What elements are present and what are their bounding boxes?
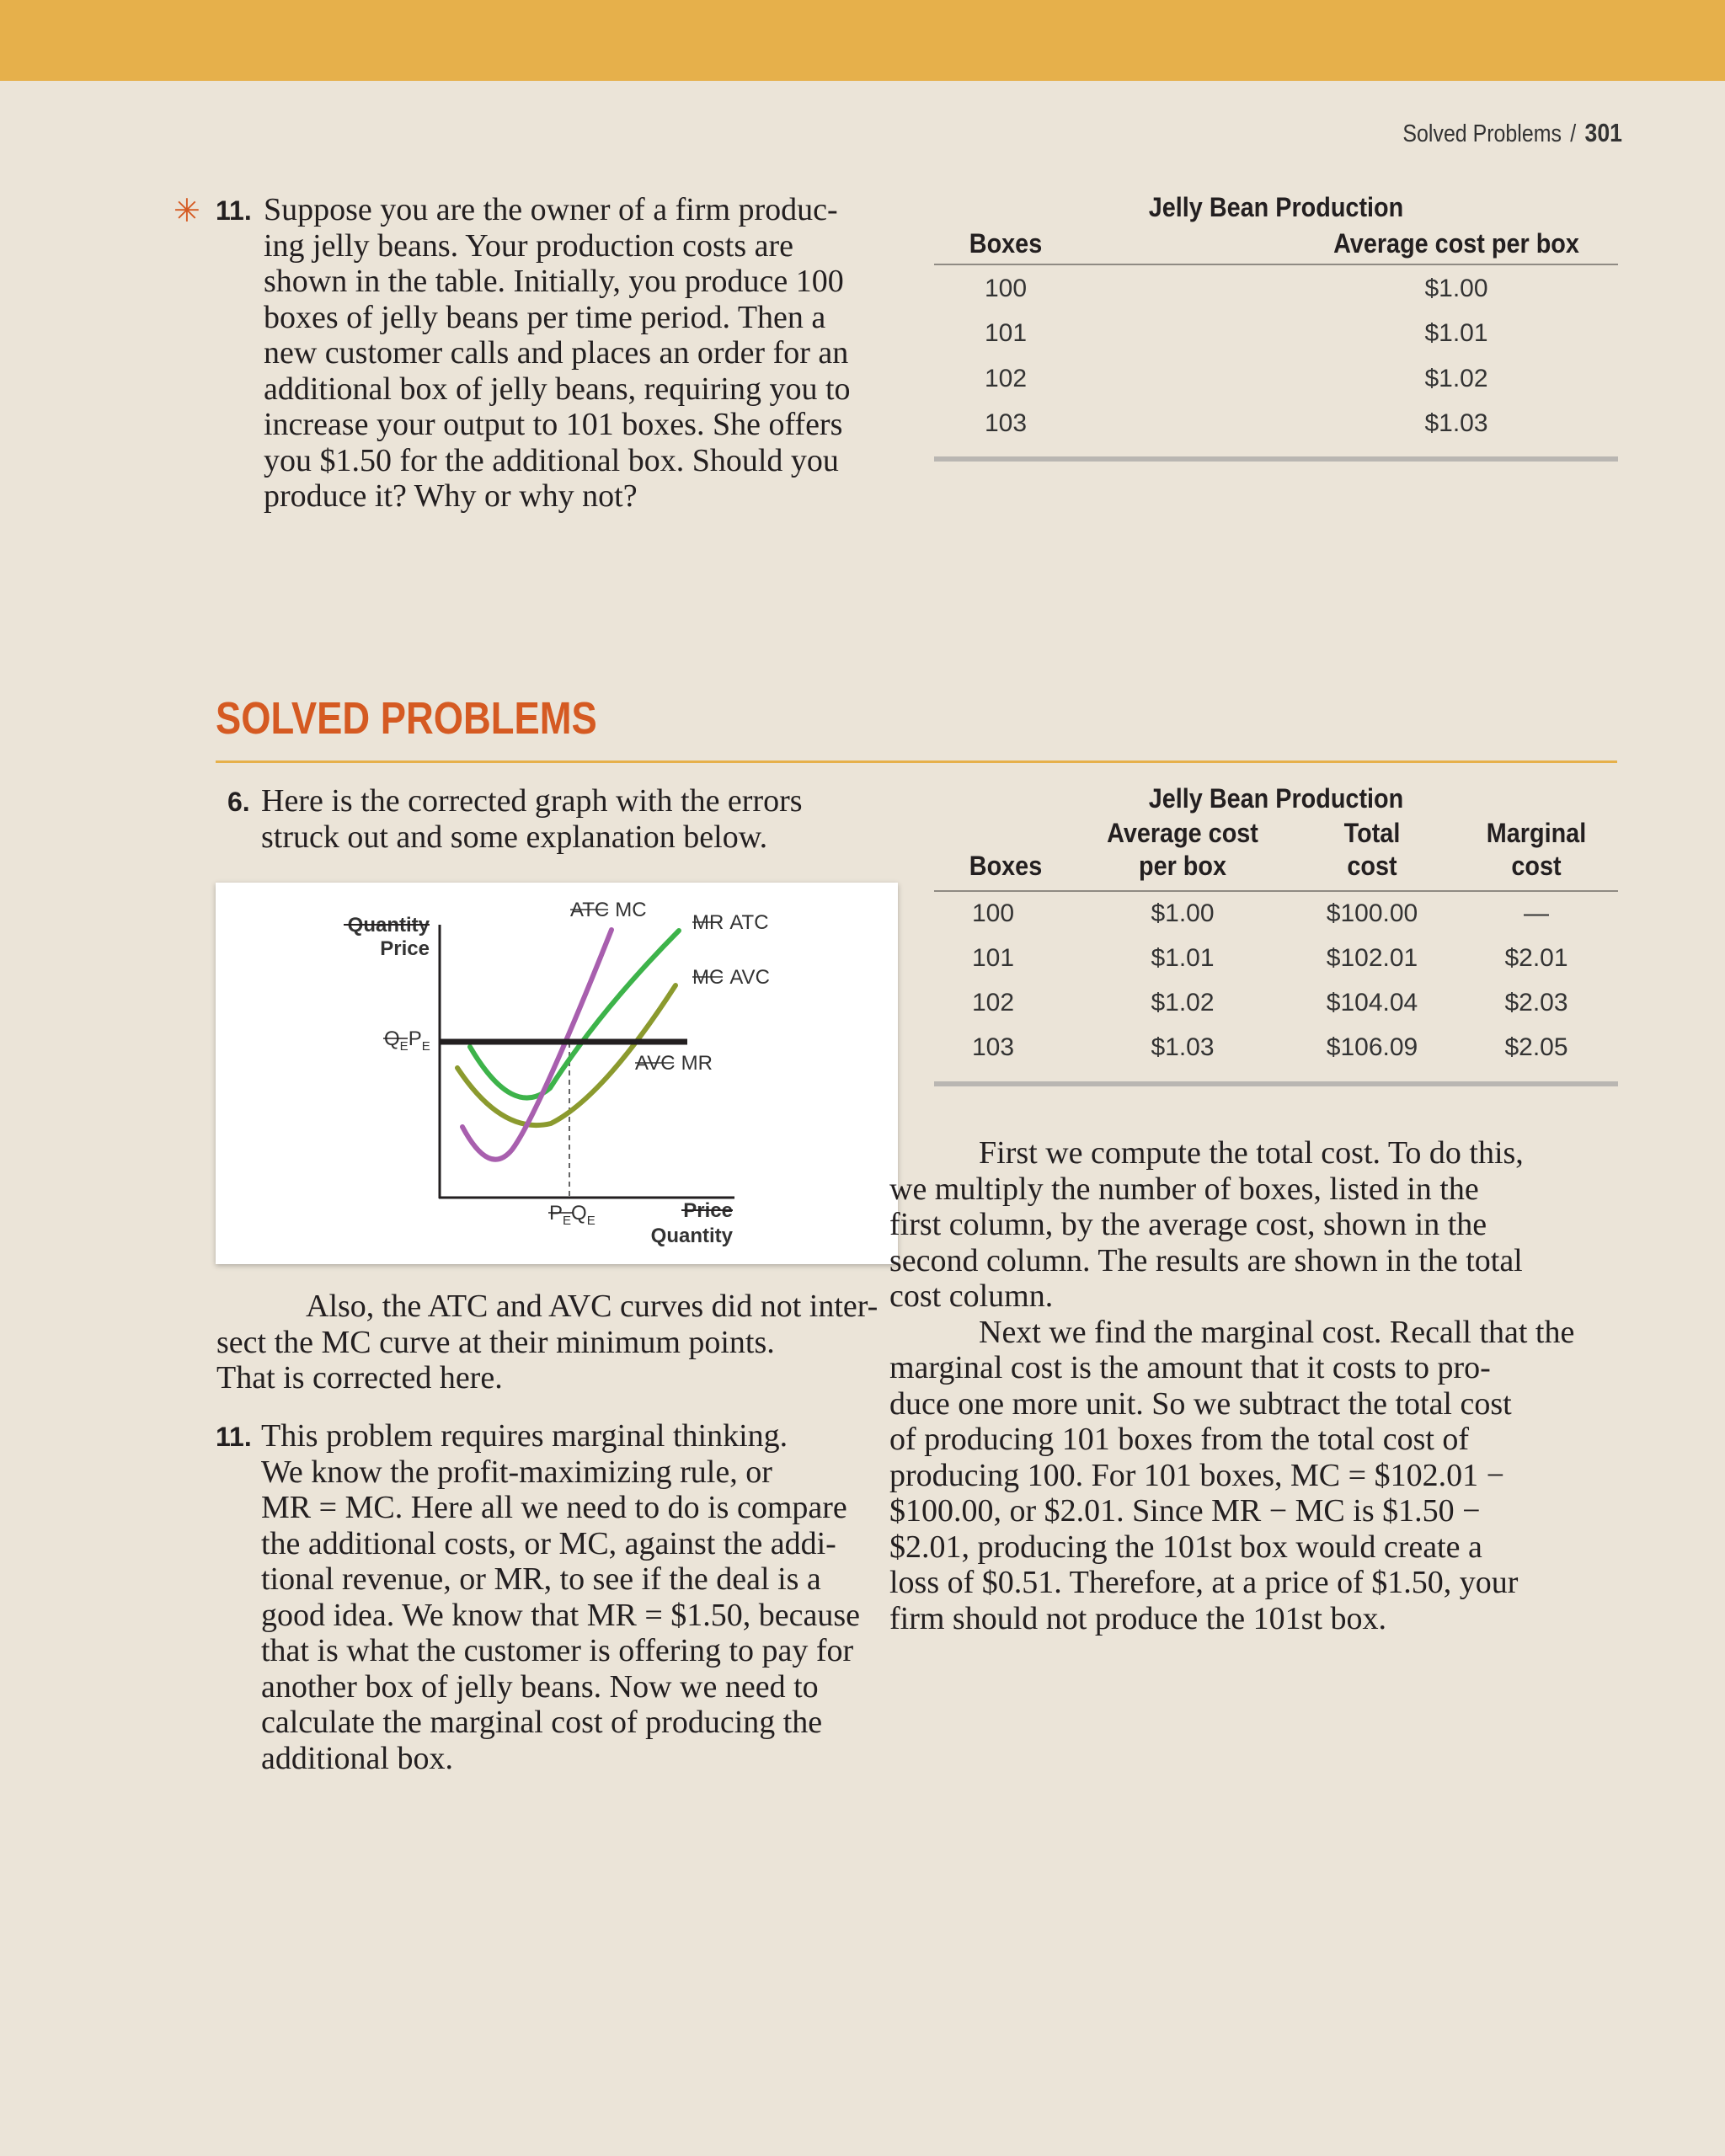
text-line: you $1.50 for the additional box. Should you <box>264 442 839 478</box>
table-cell: $1.00 <box>1151 899 1215 927</box>
header-rule <box>934 890 1618 892</box>
table-bottom-rule <box>934 456 1618 462</box>
text-line: additional box. <box>261 1740 453 1776</box>
text-line: produce it? Why or why not? <box>264 478 638 514</box>
text-line: MR = MC. Here all we need to do is compare <box>261 1490 847 1525</box>
curve-label: MC <box>615 899 647 921</box>
y-axis-struck-label: Quantity <box>347 914 430 937</box>
text-line: second column. The results are shown in the total <box>889 1242 1523 1278</box>
text-line: shown in the table. Initially, you produce 100 <box>264 264 844 299</box>
running-head <box>1402 118 1622 148</box>
problem-number: 11. <box>216 195 252 226</box>
text-line: Here is the corrected graph with the errors <box>261 783 803 819</box>
x-axis-struck-label: Price <box>683 1199 733 1222</box>
table-cell: $104.04 <box>1326 989 1418 1017</box>
text-line: duce one more unit. So we subtract the total cost <box>889 1385 1512 1422</box>
table-cell: $1.01 <box>1151 944 1215 972</box>
header-line: per box <box>1138 851 1227 881</box>
text-line: that is what the customer is offering to pay for <box>261 1633 854 1668</box>
header-line: Total <box>1343 818 1401 848</box>
struck-label: MC <box>692 966 724 989</box>
column-header: Boxes <box>969 228 1043 259</box>
solved-6-text <box>261 783 901 855</box>
table-cell: $1.02 <box>1151 989 1215 1017</box>
table-cell: 100 <box>984 275 1028 302</box>
solved-11-text <box>261 1418 910 1776</box>
table-bottom-rule <box>934 1081 1618 1086</box>
table-cell: $1.00 <box>1424 275 1488 302</box>
text-line: calculate the marginal cost of producing the <box>261 1705 823 1740</box>
table-cell: $1.01 <box>1424 319 1488 347</box>
y-marker-sub: E <box>421 1039 430 1054</box>
section-rule <box>216 760 1617 763</box>
text-line: increase your output to 101 boxes. She offers <box>264 407 843 442</box>
struck-label: MR <box>692 911 724 934</box>
section-heading: SOLVED PROBLEMS <box>216 693 597 744</box>
graph-svg <box>216 883 898 1264</box>
header-line: Average cost <box>1107 818 1258 848</box>
column-header: Average cost per box <box>1333 228 1579 259</box>
text-line: Also, the ATC and AVC curves did not inter- <box>306 1289 879 1324</box>
struck-label: ATC <box>570 899 610 921</box>
problem-11-text <box>264 192 904 515</box>
x-marker <box>549 1202 595 1228</box>
header-rule <box>934 264 1618 265</box>
cost-table-2 <box>934 783 1618 1091</box>
table-caption: Jelly Bean Production <box>1148 783 1404 814</box>
table-cell: 101 <box>971 944 1015 972</box>
y-marker-value: P <box>408 1027 422 1050</box>
column-header <box>1296 817 1448 883</box>
table-cell: 100 <box>971 899 1015 927</box>
page-number: 301 <box>1584 118 1622 147</box>
text-line: good idea. We know that MR = $1.50, because <box>261 1597 861 1633</box>
header-line: cost <box>1347 851 1397 881</box>
curve-label: AVC <box>729 966 770 989</box>
text-line: $2.01, producing the 101st box would create a <box>889 1529 1482 1565</box>
text-line: Next we find the marginal cost. Recall that the <box>979 1314 1575 1350</box>
struck-label: AVC <box>635 1052 676 1075</box>
text-line: This problem requires marginal thinking. <box>261 1418 788 1454</box>
curve-label: MR <box>681 1052 713 1075</box>
table-cell: $1.03 <box>1424 409 1488 437</box>
running-separator: / <box>1570 120 1577 147</box>
problem-number: 6. <box>227 787 250 817</box>
text-line: sect the MC curve at their minimum points. <box>216 1324 775 1360</box>
text-line: First we compute the total cost. To do this, <box>979 1135 1524 1171</box>
cost-curves-graph <box>216 883 898 1264</box>
column-header: Boxes <box>969 851 1043 881</box>
table-cell: $100.00 <box>1326 899 1418 927</box>
text-line: Suppose you are the owner of a firm produc- <box>264 192 838 227</box>
text-line: first column, by the average cost, shown in the <box>889 1207 1487 1242</box>
text-line: producing 100. For 101 boxes, MC = $102.01 − <box>889 1457 1505 1493</box>
header-line: cost <box>1511 851 1562 881</box>
text-line: we multiply the number of boxes, listed in the <box>889 1171 1479 1207</box>
table-cell: $1.02 <box>1424 365 1488 392</box>
text-line: firm should not produce the 101st box. <box>889 1600 1386 1636</box>
x-axis-label: Quantity <box>650 1225 733 1247</box>
table-cell: $102.01 <box>1326 944 1418 972</box>
cost-table-1 <box>934 192 1618 470</box>
table-cell: $1.03 <box>1151 1033 1215 1061</box>
paragraph <box>889 1314 1621 1637</box>
x-marker-struck-sub: E <box>563 1214 572 1228</box>
table-cell: $106.09 <box>1326 1033 1418 1061</box>
text-line: That is corrected here. <box>216 1360 503 1396</box>
table-caption: Jelly Bean Production <box>1148 192 1404 222</box>
text-line: tional revenue, or MR, to see if the deal is a <box>261 1561 821 1597</box>
text-line: of producing 101 boxes from the total cost of <box>889 1422 1470 1457</box>
table-cell: 102 <box>984 365 1028 392</box>
table-cell: 103 <box>984 409 1028 437</box>
text-line: marginal cost is the amount that it costs to pro- <box>889 1350 1491 1385</box>
x-marker-sub: E <box>586 1214 595 1228</box>
problem-number: 11. <box>216 1422 252 1452</box>
text-line: another box of jelly beans. Now we need to <box>261 1668 819 1705</box>
y-marker-struck: Q <box>384 1027 400 1050</box>
table-cell: $2.03 <box>1504 989 1568 1017</box>
text-line: boxes of jelly beans per time period. Then a <box>264 299 826 335</box>
top-color-band <box>0 0 1725 81</box>
also-paragraph <box>216 1289 901 1396</box>
text-line: cost column. <box>889 1278 1054 1314</box>
table-cell: 101 <box>984 319 1028 347</box>
text-line: the additional costs, or MC, against the addi- <box>261 1525 836 1561</box>
table-cell: $2.01 <box>1504 944 1568 972</box>
curve-label: ATC <box>729 911 769 934</box>
x-marker-value: Q <box>571 1202 587 1225</box>
y-marker <box>384 1027 430 1054</box>
y-axis-label: Price <box>380 937 430 960</box>
table-cell: — <box>1524 899 1549 927</box>
running-title: Solved Problems <box>1402 120 1562 147</box>
solution-explanation <box>889 1135 1621 1636</box>
text-line: ing jelly beans. Your production costs are <box>264 227 794 264</box>
challenge-star-icon: ✳ <box>174 192 200 229</box>
table-cell: $2.05 <box>1504 1033 1568 1061</box>
text-line: additional box of jelly beans, requiring you to <box>264 371 851 407</box>
y-marker-struck-sub: E <box>399 1039 409 1054</box>
text-line: We know the profit-maximizing rule, or <box>261 1454 772 1490</box>
header-line: Marginal <box>1486 818 1587 848</box>
text-line: new customer calls and places an order for an <box>264 335 849 371</box>
text-line: loss of $0.51. Therefore, at a price of $1.50, your <box>889 1565 1519 1600</box>
table-cell: 103 <box>971 1033 1015 1061</box>
column-header <box>1092 817 1274 883</box>
text-line: $100.00, or $2.01. Since MR − MC is $1.50 − <box>889 1493 1481 1529</box>
column-header <box>1461 817 1612 883</box>
x-marker-struck: P <box>549 1202 563 1225</box>
text-line: struck out and some explanation below. <box>261 819 768 855</box>
paragraph <box>889 1135 1621 1315</box>
table-cell: 102 <box>971 989 1015 1017</box>
